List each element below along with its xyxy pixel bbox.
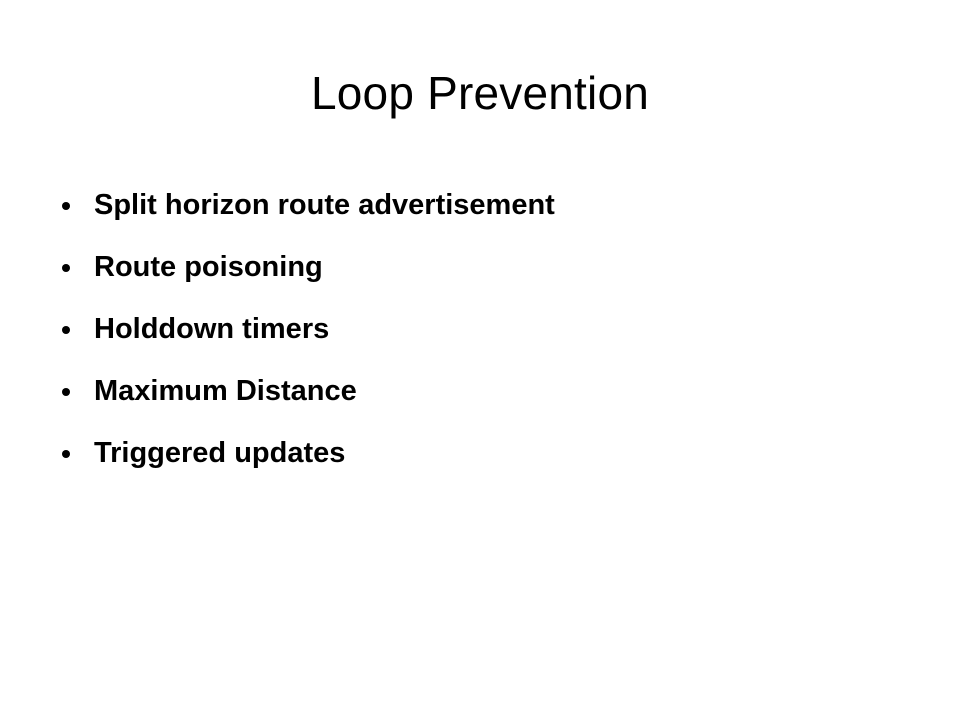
bullet-item-split-horizon [62, 174, 912, 236]
bullet-text: Holddown timers [94, 313, 330, 345]
bullet-dot-icon [62, 202, 70, 210]
bullet-text: Triggered updates [94, 437, 346, 469]
bullet-dot-icon [62, 264, 70, 272]
slide-title: Loop Prevention [310, 67, 650, 119]
bullet-text: Route poisoning [94, 251, 323, 283]
bullet-item-maximum-distance [62, 360, 912, 422]
bullet-dot-icon [62, 388, 70, 396]
bullet-dot-icon [62, 326, 70, 334]
bullet-list [62, 174, 912, 484]
bullet-item-triggered-updates [62, 422, 912, 484]
bullet-text: Maximum Distance [94, 375, 357, 407]
bullet-dot-icon [62, 450, 70, 458]
bullet-item-route-poisoning [62, 236, 912, 298]
bullet-item-holddown-timers [62, 298, 912, 360]
bullet-text: Split horizon route advertisement [94, 189, 555, 221]
